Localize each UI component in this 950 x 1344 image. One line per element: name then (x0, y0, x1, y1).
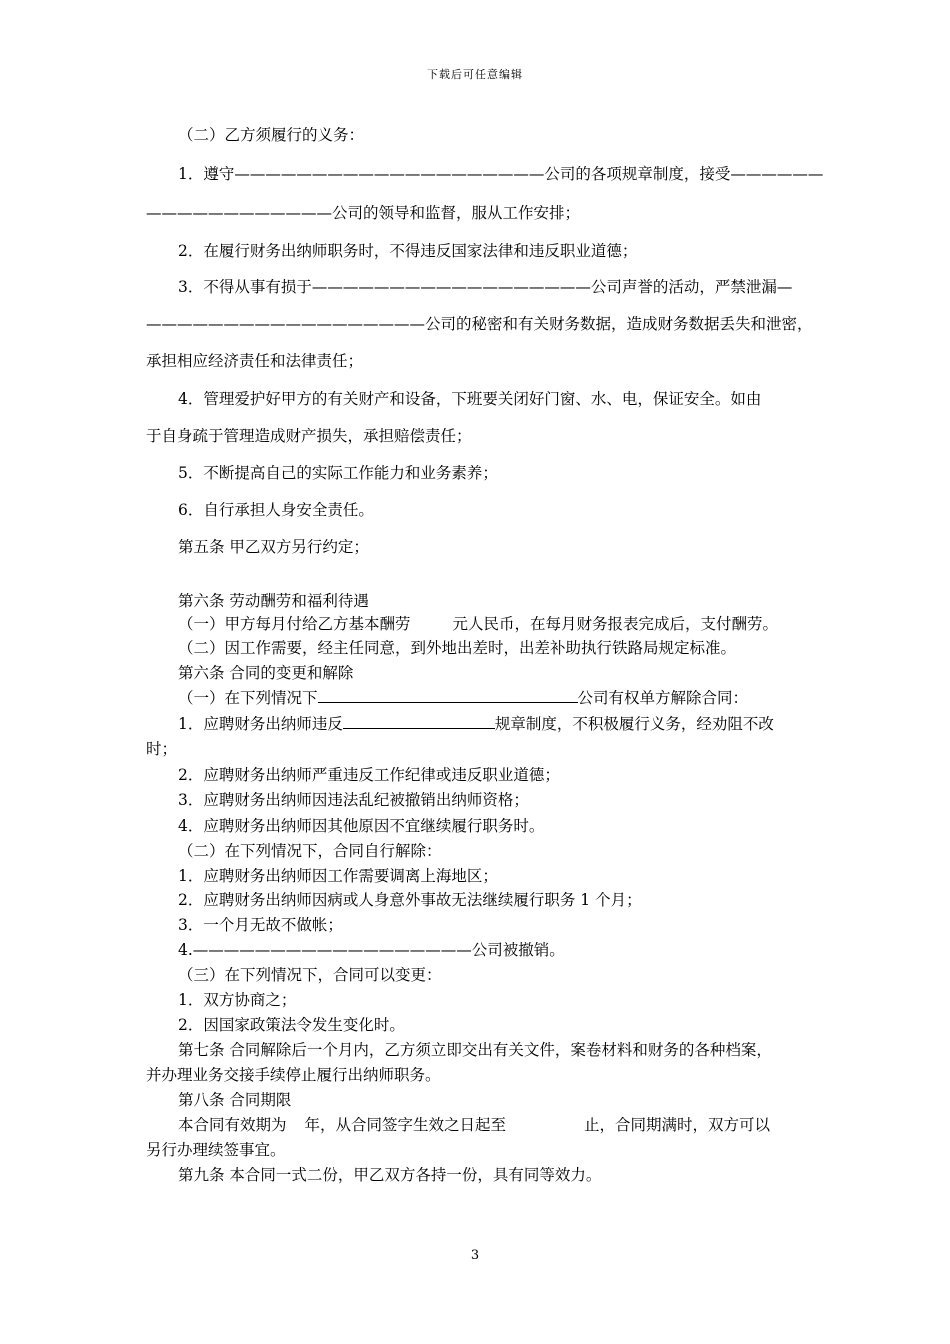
change-item-2: 2．因国家政策法令发生变化时。 (178, 1016, 405, 1034)
termination-item-3: 3．应聘财务出纳师因违法乱纪被撤销出纳师资格； (178, 791, 529, 809)
article-5: 第五条 甲乙双方另行约定； (178, 538, 369, 556)
item-1-text-before: 1．应聘财务出纳师违反 (178, 715, 343, 733)
termination-item-2: 2．应聘财务出纳师严重违反工作纪律或违反职业道德； (178, 766, 560, 784)
page-header: 下载后可任意编辑 (427, 68, 523, 81)
auto-termination-item-1: 1．应聘财务出纳师因工作需要调离上海地区； (178, 867, 498, 885)
item-1-text-after: 规章制度，不积极履行义务，经劝阻不改 (494, 715, 774, 733)
change-item-1: 1．双方协商之； (178, 991, 297, 1009)
article-7-line-2: 并办理业务交接手续停止履行出纳师职务。 (146, 1066, 441, 1084)
article-6-pay-item-2: （二）因工作需要，经主任同意，到外地出差时，出差补助执行铁路局规定标准。 (178, 639, 737, 657)
section-b-title: （二）乙方须履行的义务： (178, 126, 365, 144)
term-text-2: 年，从合同签字生效之日起至 (304, 1116, 507, 1134)
change-title: （三）在下列情况下，合同可以变更： (178, 966, 442, 984)
obligation-1-line-1: 1．遵守————————————————————公司的各项规章制度，接受—————— (178, 165, 824, 183)
company-name-blank[interactable] (318, 686, 578, 703)
obligation-5: 5．不断提高自己的实际工作能力和业务素养； (178, 464, 498, 482)
article-6-pay-title: 第六条 劳动酬劳和福利待遇 (178, 592, 369, 610)
termination-item-1-line-2: 时； (146, 740, 178, 758)
article-9: 第九条 本合同一式二份，甲乙双方各持一份，具有同等效力。 (178, 1166, 602, 1184)
termination-clause-1 (178, 686, 748, 709)
obligation-3-line-3: 承担相应经济责任和法律责任； (146, 352, 364, 370)
auto-termination-item-2: 2．应聘财务出纳师因病或人身意外事故无法继续履行职务 1 个月； (178, 891, 642, 909)
article-7-line-1: 第七条 合同解除后一个月内，乙方须立即交出有关文件，案卷材料和财务的各种档案， (178, 1041, 772, 1059)
obligation-1-line-2: ————————————公司的领导和监督，服从工作安排； (146, 204, 581, 222)
auto-termination-item-4: 4.——————————————————公司被撤销。 (178, 941, 565, 959)
obligation-4-line-2: 于自身疏于管理造成财产损失，承担赔偿责任； (146, 427, 472, 445)
rules-blank[interactable] (343, 712, 495, 729)
pay-text-before: （一）甲方每月付给乙方基本酬劳 (178, 615, 411, 633)
term-text-3: 止，合同期满时，双方可以 (584, 1116, 771, 1134)
clause-1-text-after: 公司有权单方解除合同： (577, 689, 749, 707)
obligation-6: 6．自行承担人身安全责任。 (178, 501, 374, 519)
auto-termination-item-3: 3．一个月无故不做帐； (178, 916, 343, 934)
auto-termination-title: （二）在下列情况下，合同自行解除： (178, 842, 442, 860)
termination-item-4: 4．应聘财务出纳师因其他原因不宜继续履行职务时。 (178, 817, 545, 835)
pay-text-after: 元人民币，在每月财务报表完成后，支付酬劳。 (452, 615, 779, 633)
article-8-line-2: 另行办理续签事宜。 (146, 1141, 286, 1159)
obligation-2: 2．在履行财务出纳师职务时，不得违反国家法律和违反职业道德； (178, 242, 638, 260)
clause-1-text-before: （一）在下列情况下 (178, 689, 318, 707)
article-8-line-1 (178, 1114, 770, 1136)
obligation-3-line-2: ——————————————————公司的秘密和有关财务数据，造成财务数据丢失和泄密， (146, 315, 813, 333)
obligation-3-line-1: 3．不得从事有损于——————————————————公司声誉的活动，严禁泄漏— (178, 278, 793, 296)
article-6-pay-item-1 (178, 613, 778, 635)
article-8-title: 第八条 合同期限 (178, 1091, 292, 1109)
term-text-1: 本合同有效期为 (178, 1116, 287, 1134)
obligation-4-line-1: 4．管理爱护好甲方的有关财产和设备，下班要关闭好门窗、水、电，保证安全。如由 (178, 390, 762, 408)
page-number: 3 (470, 1248, 480, 1263)
article-6-change-title: 第六条 合同的变更和解除 (178, 664, 354, 682)
termination-item-1-line-1 (178, 712, 774, 735)
